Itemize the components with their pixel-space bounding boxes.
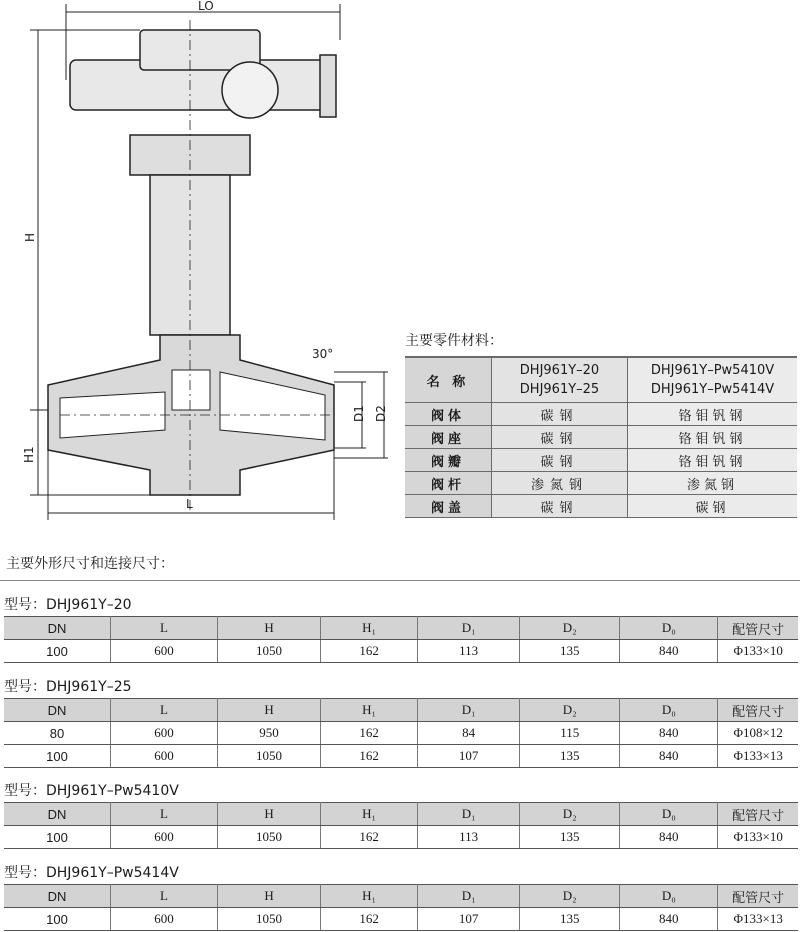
dimension-cell: 135	[520, 640, 620, 663]
dimension-cell: 1050	[217, 908, 320, 931]
dimension-cell: Φ133×13	[718, 745, 798, 768]
column-header: H₁	[321, 617, 418, 640]
column-header: D₁	[418, 699, 520, 722]
column-header: D₀	[620, 885, 718, 908]
dimension-cell: 100	[4, 745, 111, 768]
column-header: L	[111, 885, 218, 908]
dimension-cell: 162	[321, 722, 418, 745]
dimension-table	[4, 802, 798, 849]
model-label: 型号：DHJ961Y–Pw5414V	[4, 865, 179, 881]
column-header: H	[217, 617, 320, 640]
dimension-cell: 84	[418, 722, 520, 745]
column-header: D₂	[520, 617, 620, 640]
column-header: H	[217, 699, 320, 722]
column-header: DN	[4, 803, 111, 826]
dimension-cell: 600	[111, 908, 218, 931]
dimension-cell: 107	[418, 908, 520, 931]
column-header: D₂	[520, 699, 620, 722]
dimension-cell: 840	[620, 640, 718, 663]
column-header: 配管尺寸	[718, 699, 798, 722]
column-header: 配管尺寸	[718, 617, 798, 640]
label-angle: 30°	[312, 347, 334, 361]
dimension-cell: 840	[620, 722, 718, 745]
materials-header	[405, 357, 797, 403]
dimension-table	[4, 884, 798, 931]
dimension-table	[4, 616, 798, 663]
column-header: D₁	[418, 617, 520, 640]
column-header: 配管尺寸	[718, 803, 798, 826]
materials-header-key: 名 称	[405, 357, 492, 403]
dimension-header	[4, 885, 798, 908]
dimension-cell: 162	[321, 826, 418, 849]
dimension-cell: 135	[520, 745, 620, 768]
dimension-cell: 1050	[217, 640, 320, 663]
dimension-header	[4, 803, 798, 826]
dimension-cell: 1050	[217, 826, 320, 849]
column-header: D₂	[520, 885, 620, 908]
column-header: D₁	[418, 885, 520, 908]
dimension-cell: 840	[620, 908, 718, 931]
column-header: DN	[4, 617, 111, 640]
column-header: H	[217, 885, 320, 908]
dimensions-title: 主要外形尺寸和连接尺寸：	[6, 556, 174, 572]
materials-row: 阀盖 碳钢 碳钢	[405, 495, 797, 518]
dimension-cell: 950	[217, 722, 320, 745]
materials-row: 阀瓣 碳钢 铬钼钒钢	[405, 449, 797, 472]
dimension-cell: 840	[620, 826, 718, 849]
dimension-cell: 162	[321, 640, 418, 663]
model-label: 型号：DHJ961Y–20	[4, 597, 132, 613]
dimension-cell: 100	[4, 908, 111, 931]
model-label: 型号：DHJ961Y–25	[4, 679, 132, 695]
column-header: D₀	[620, 803, 718, 826]
dimension-cell: 135	[520, 826, 620, 849]
dimension-cell: 600	[111, 745, 218, 768]
dimension-cell: 113	[418, 640, 520, 663]
label-d1: D1	[352, 405, 366, 422]
divider	[0, 580, 800, 581]
dimension-cell: 113	[418, 826, 520, 849]
dimension-cell: Φ133×10	[718, 640, 798, 663]
column-header: H	[217, 803, 320, 826]
dimension-cell: 600	[111, 826, 218, 849]
materials-title: 主要零件材料：	[405, 333, 503, 349]
materials-header-col2: DHJ961Y–Pw5410V DHJ961Y–Pw5414V	[628, 357, 798, 403]
materials-header-col1: DHJ961Y–20 DHJ961Y–25	[492, 357, 628, 403]
column-header: L	[111, 699, 218, 722]
dimension-cell: Φ133×13	[718, 908, 798, 931]
column-header: D₁	[418, 803, 520, 826]
column-header: H₁	[321, 885, 418, 908]
dimension-cell: 1050	[217, 745, 320, 768]
column-header: 配管尺寸	[718, 885, 798, 908]
dimension-cell: 135	[520, 908, 620, 931]
column-header: D₂	[520, 803, 620, 826]
dimension-cell: 600	[111, 640, 218, 663]
dimension-row	[4, 640, 798, 663]
dimension-row	[4, 826, 798, 849]
dimension-cell: 80	[4, 722, 111, 745]
dimension-table	[4, 698, 798, 768]
dimension-cell: 840	[620, 745, 718, 768]
materials-table	[405, 356, 797, 518]
dimension-header	[4, 617, 798, 640]
column-header: L	[111, 617, 218, 640]
materials-row: 阀杆 渗氮钢 渗氮钢	[405, 472, 797, 495]
dimension-cell: Φ133×10	[718, 826, 798, 849]
column-header: DN	[4, 699, 111, 722]
model-label: 型号：DHJ961Y–Pw5410V	[4, 783, 179, 799]
dimension-cell: 100	[4, 640, 111, 663]
dimension-cell: 100	[4, 826, 111, 849]
column-header: H₁	[321, 803, 418, 826]
label-l0: LO	[198, 0, 214, 13]
label-h: H	[23, 232, 37, 242]
dimension-cell: 115	[520, 722, 620, 745]
column-header: L	[111, 803, 218, 826]
dimension-cell: 162	[321, 908, 418, 931]
materials-row: 阀座 碳钢 铬钼钒钢	[405, 426, 797, 449]
label-l: L	[186, 497, 193, 511]
materials-row: 阀体 碳钢 铬钼钒钢	[405, 403, 797, 426]
dimension-cell: 600	[111, 722, 218, 745]
dimension-row	[4, 722, 798, 745]
valve-drawing	[0, 0, 400, 530]
label-d2: D2	[374, 405, 388, 422]
label-h1: H1	[22, 446, 36, 463]
dimension-cell: Φ108×12	[718, 722, 798, 745]
dimension-cell: 107	[418, 745, 520, 768]
column-header: D₀	[620, 699, 718, 722]
dimension-cell: 162	[321, 745, 418, 768]
dimension-row	[4, 745, 798, 768]
dimension-row	[4, 908, 798, 931]
column-header: H₁	[321, 699, 418, 722]
dimension-header	[4, 699, 798, 722]
column-header: D₀	[620, 617, 718, 640]
column-header: DN	[4, 885, 111, 908]
